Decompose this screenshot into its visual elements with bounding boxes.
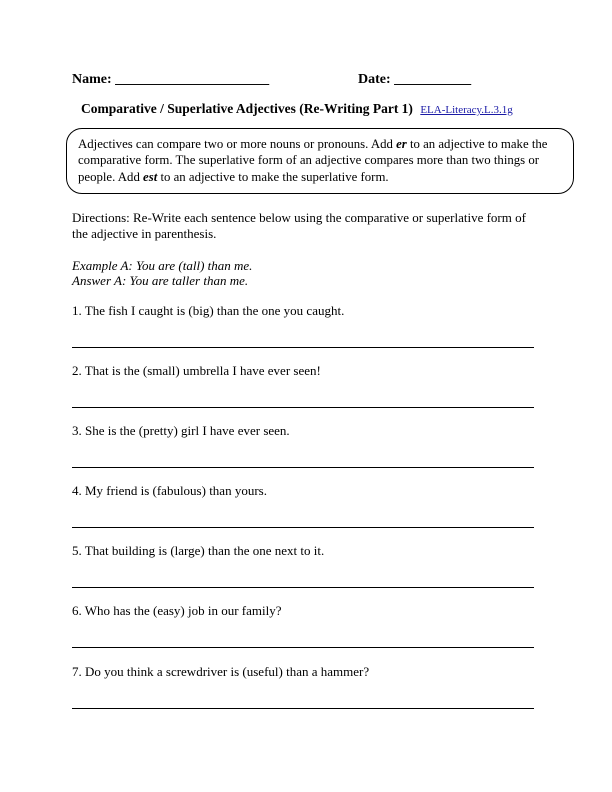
question-4: 4. My friend is (fabulous) than yours. <box>72 483 267 498</box>
answer-line-3[interactable] <box>72 467 534 468</box>
info-text-3: to an adjective to make the superlative form. <box>157 169 389 184</box>
date-field[interactable] <box>358 72 471 88</box>
info-er-suffix: er <box>396 137 407 151</box>
question-1: 1. The fish I caught is (big) than the one you caught. <box>72 303 345 318</box>
answer-line-4[interactable] <box>72 527 534 528</box>
question-6: 6. Who has the (easy) job in our family? <box>72 603 282 618</box>
answer-line-2[interactable] <box>72 407 534 408</box>
question-2: 2. That is the (small) umbrella I have ever seen! <box>72 363 321 378</box>
answer-line-1[interactable] <box>72 347 534 348</box>
answer-line-7[interactable] <box>72 708 534 709</box>
answer-a: Answer A: You are taller than me. <box>72 273 249 288</box>
worksheet-title: Comparative / Superlative Adjectives (Re-Writing Part 1) <box>81 101 413 116</box>
worksheet-title-row <box>81 101 513 117</box>
info-est-suffix: est <box>143 169 158 184</box>
answer-line-6[interactable] <box>72 647 534 648</box>
question-3: 3. She is the (pretty) girl I have ever seen. <box>72 423 290 438</box>
question-5: 5. That building is (large) than the one next to it. <box>72 543 325 558</box>
standard-link[interactable]: ELA-Literacy.L.3.1g <box>420 104 513 116</box>
date-label: Date: <box>358 72 391 87</box>
name-label: Name: <box>72 72 112 87</box>
directions-text: Directions: Re-Write each sentence below using the comparative or superlative form of the adjective in parenthesis. <box>72 210 526 241</box>
question-7: 7. Do you think a screwdriver is (useful) than a hammer? <box>72 664 370 679</box>
info-text-1: Adjectives can compare two or more nouns or pronouns. Add <box>78 137 397 151</box>
name-blank-line[interactable]: ______________________ <box>115 72 270 87</box>
example-a: Example A: You are (tall) than me. <box>72 258 253 273</box>
info-text-2: to an adjective to make the comparative form. The superlative form of an adjective compares more than two things or people. Add <box>78 137 548 184</box>
name-field[interactable] <box>72 72 269 88</box>
date-blank-line[interactable]: ___________ <box>394 72 472 87</box>
example-block <box>72 258 252 288</box>
answer-line-5[interactable] <box>72 587 534 588</box>
info-box <box>66 128 574 194</box>
